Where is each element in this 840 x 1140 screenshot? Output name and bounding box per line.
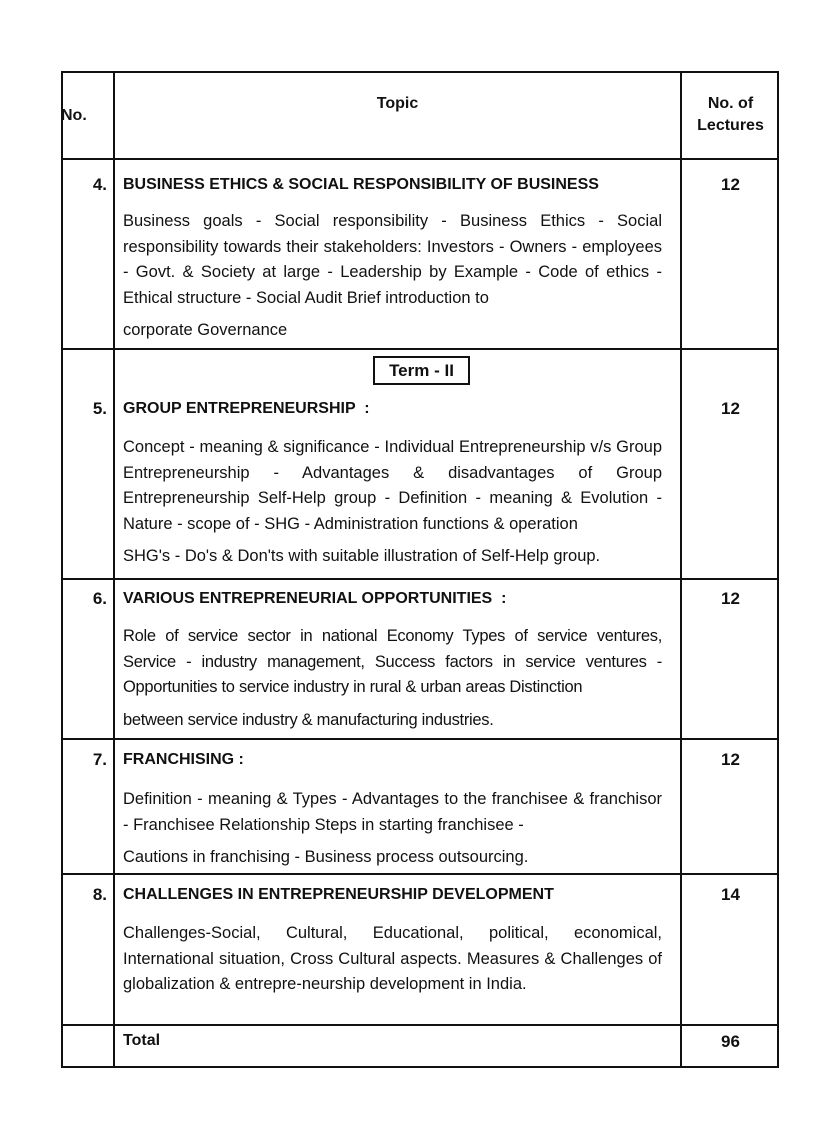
term-label: Term - II xyxy=(373,356,470,385)
total-label: Total xyxy=(123,1032,161,1049)
row-divider-7 xyxy=(63,873,777,875)
row-number: 8. xyxy=(92,885,107,904)
row-title: GROUP ENTREPRENEURSHIP : xyxy=(123,400,370,417)
row-description: Challenges-Social, Cultural, Educational, political, economical, International situation, Cross Cultural aspects. Measures & Challenges of globalization & entrepre-neurship development in India. xyxy=(123,924,662,993)
header-lectures-line1: No. of xyxy=(707,95,754,112)
row-lectures: 12 xyxy=(721,399,740,418)
header-lectures-line2: Lectures xyxy=(697,117,764,134)
header-no: No. xyxy=(61,107,87,124)
row-description: Definition - meaning & Types - Advantages to the franchisee & franchisor - Franchisee Relationship Steps in starting franchisee - Cautions in franchising - Business process outsourcing. xyxy=(123,790,662,866)
row-description: Business goals - Social responsibility - Business Ethics - Social responsibility towards their stakeholders: Investors - Owners - employees - Govt. & Society at large - Leadership by Example - Code of ethics - Ethical structure - Social Audit Brief introduction to corporate Governance xyxy=(123,212,662,339)
header-topic: Topic xyxy=(376,95,419,112)
row-number: 7. xyxy=(92,750,107,769)
header-lectures xyxy=(682,93,779,137)
row-title: VARIOUS ENTREPRENEURIAL OPPORTUNITIES : xyxy=(123,590,507,607)
row-description: Role of service sector in national Economy Types of service ventures, Service - industry management, Success factors in service ventures - Opportunities to service industry in rural & urban areas Distinction between service industry & manufacturing industries. xyxy=(123,627,662,729)
row-number: 5. xyxy=(92,399,107,418)
total-lectures: 96 xyxy=(721,1032,740,1051)
row-divider-4 xyxy=(63,348,777,350)
row-title: CHALLENGES IN ENTREPRENEURSHIP DEVELOPMENT xyxy=(123,886,554,903)
row-description: Concept - meaning & significance - Individual Entrepreneurship v/s Group Entrepreneurship - Advantages & disadvantages of Group Entrepreneurship Self-Help group - Definition - meaning & Evolution - Nature - scope of - SHG - Administration functions & operation SHG's - Do's & Don'ts with suitable illustration of Self-Help group. xyxy=(123,438,662,565)
column-divider-no xyxy=(113,73,115,1066)
row-divider-5 xyxy=(63,578,777,580)
row-number: 4. xyxy=(92,175,107,194)
row-number: 6. xyxy=(92,589,107,608)
row-divider-header xyxy=(63,158,777,160)
row-divider-6 xyxy=(63,738,777,740)
row-lectures: 12 xyxy=(721,750,740,769)
column-divider-lectures xyxy=(680,73,682,1066)
row-lectures: 12 xyxy=(721,589,740,608)
row-lectures: 12 xyxy=(721,175,740,194)
row-divider-8 xyxy=(63,1024,777,1026)
syllabus-table xyxy=(61,71,779,1068)
row-title: FRANCHISING : xyxy=(123,751,244,768)
row-lectures: 14 xyxy=(721,885,740,904)
row-title: BUSINESS ETHICS & SOCIAL RESPONSIBILITY OF BUSINESS xyxy=(123,176,599,193)
